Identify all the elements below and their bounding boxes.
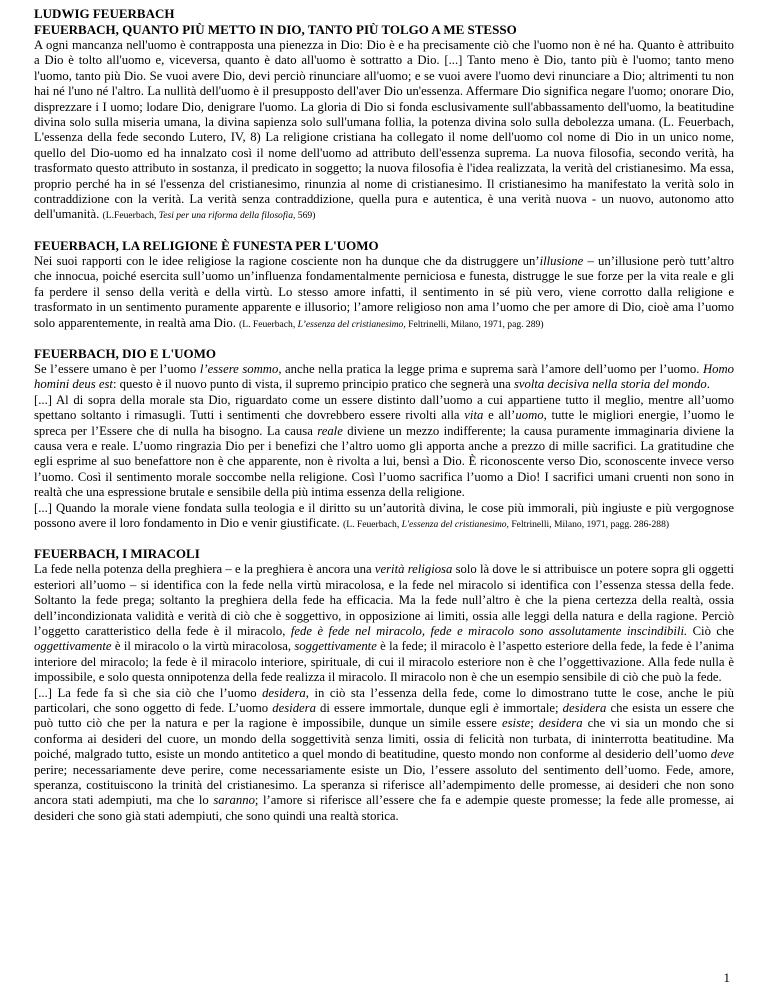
paragraph-text: , in ciò sta l’essenza della fede, come lo dimostrano tutte le cose, anche le più particolari, che sono oggetto di fede. L’uomo xyxy=(34,685,734,716)
paragraph-text: [...] Quando la morale viene fondata sulla teologia e il diritto su un’autorità divina, le cose più immorali, più ingiuste e più vergognose possono avere il loro fondamento in Dio e venir giustificate. xyxy=(34,500,734,530)
italic-text: deve xyxy=(710,747,734,762)
italic-text: svolta decisiva nella storia del mondo xyxy=(513,377,707,392)
paragraph-text: è la fede; il miracolo è l’aspetto esteriore della fede, la fede è l’anima interiore del miracolo; la fede è il miracolo interiore, spirituale, di cui il miracolo esteriore non è che l’oggettivazione. Alla fede nulla è impossibile, e solo questa onnipotenza della fede realizza il miracolo. Il miracolo non è che un esempio sensibile di ciò che può la fede. xyxy=(34,639,735,685)
citation xyxy=(103,210,316,221)
italic-text: l’essere sommo xyxy=(199,361,279,376)
paragraph-text: Nei suoi rapporti con le idee religiose la ragione cosciente non ha dunque che da distruggere un’ xyxy=(34,253,540,268)
section-title: FEUERBACH, I MIRACOLI xyxy=(34,546,200,562)
citation-title: Tesi per una riforma della filosofia xyxy=(158,210,293,222)
sections-container xyxy=(34,22,734,824)
italic-text: soggettivamente xyxy=(294,639,377,654)
section xyxy=(34,22,734,224)
body-paragraph xyxy=(34,501,734,533)
citation-title: L'essenza del cristianesimo xyxy=(401,518,507,530)
italic-text: saranno xyxy=(213,793,255,808)
paragraph-text: è il miracolo o la virtù miracolosa, xyxy=(111,639,295,654)
paragraph-text: diviene un mezzo indifferente; la causa puramente immaginaria diviene la causa vera e reale. L’uomo ringrazia Dio per i benefizi che l’altro uomo gli apporta anche a prezzo di mille sacrifici. La gratitudine che egli esprime al suo benefattore non è che apparente, non è rivolta a lui, bensì a Dio. È riconoscente verso Dio, sconoscente invece verso l’uomo. Così il sentimento morale soccombe nella religione. Così l’uomo sacrifica l’uomo a Dio! I sacrifici umani cruenti non sono in realtà che una espressione brutale e sensibile della più intima essenza della religione. xyxy=(34,423,734,500)
citation-reference: , 569) xyxy=(293,210,316,222)
italic-text: vita xyxy=(464,408,484,423)
paragraph-text: che esista un essere che può tutto ciò che per la natura e per la ragione è impossibile, dunque un simile essere xyxy=(34,701,734,731)
italic-text: oggettivamente xyxy=(34,639,112,654)
paragraph-text: Ciò che xyxy=(687,624,734,638)
citation-title: L’essenza del cristianesimo xyxy=(297,318,404,330)
italic-text: reale xyxy=(317,423,343,438)
paragraph-text: . xyxy=(706,377,710,392)
italic-text: illusione xyxy=(539,253,584,268)
italic-text: desidera xyxy=(562,701,607,716)
paragraph-text: Se l’essere umano è per l’uomo xyxy=(34,361,200,376)
section-title: FEUERBACH, QUANTO PIÙ METTO IN DIO, TANTO PIÙ TOLGO A ME STESSO xyxy=(34,22,517,37)
citation-reference: , Feltrinelli, Milano, 1971, pag. 289) xyxy=(403,318,544,330)
citation-reference: , Feltrinelli, Milano, 1971, pagg. 286-288) xyxy=(506,518,670,530)
paragraph-text: [...] La fede fa sì che sia ciò che l’uomo xyxy=(34,685,263,700)
citation xyxy=(343,519,669,530)
italic-text: è xyxy=(493,701,499,716)
citation-author: (L. Feuerbach, xyxy=(343,518,402,530)
body-paragraph xyxy=(34,362,734,393)
italic-text: uomo xyxy=(515,408,544,423)
italic-text: Homo homini deus est xyxy=(34,361,734,392)
body-paragraph xyxy=(34,393,734,501)
citation-author: (L.Feuerbach, xyxy=(102,210,159,222)
paragraph-text: , tutte le migliori energie, l’uomo le spreca per l’Essere che di nulla ha bisogno. La causa xyxy=(34,408,734,438)
italic-text: esiste xyxy=(501,716,531,731)
section-title: FEUERBACH, DIO E L'UOMO xyxy=(34,345,217,361)
italic-text: verità religiosa xyxy=(374,562,453,577)
citation xyxy=(239,319,543,330)
paragraph-text: perire; necessariamente deve perire, come necessariamente esiste un Dio, l’essere assoluto del sentimento dell’uomo. Fede, amore, speranza, costituiscono la trinità del cristianesimo. La speranza si riferisce all’adempimento delle promesse, ai desideri che non sono ancora stati adempiuti, ma che lo xyxy=(34,762,734,808)
body-paragraph xyxy=(34,686,734,825)
section xyxy=(34,546,734,824)
body-paragraph xyxy=(34,254,734,332)
paragraph-text: di essere immortale, dunque egli xyxy=(315,701,494,716)
section xyxy=(34,346,734,532)
section xyxy=(34,238,734,332)
page-number: 1 xyxy=(723,970,730,985)
paragraph-text: A ogni mancanza nell'uomo è contrapposta una pienezza in Dio: Dio è e ha precisamente ciò che l'uomo non è né ha. Quanto è attribuito a Dio è tolto all'uomo e, viceversa, quanto è dato all'uomo è sottratto a Dio. [...] Tanto meno è Dio, tanto più è l'uomo; tanto meno l'uomo, tanto più Dio. Se vuoi avere Dio, devi perciò rinunciare all'uomo; e se vuoi avere l'uomo devi rinunciare a Dio; altrimenti tu non hai né l'uno né l'altro. La nullità dell'uomo è il presupposto dell'aver Dio un'essenza. Affermare Dio significa negare l'uomo; onorare Dio, disprezzare i I uomo; lodare Dio, denigrare l'uomo. La gloria di Dio si fonda esclusivamente sull'abbassamento dell'uomo, la beatitudine divina solo sulla miseria umana, la divina sapienza solo sull'umana follia, la potenza divina solo sulla debolezza umana. (L. Feuerbach, L'essenza della fede secondo Lutero, IV, 8) La religione cristiana ha collegato il nome dell'uomo col nome di Dio in un unico nome, quello del Dio-uomo ed ha innalzato così il nome dell'uomo ad attributo dell'essenza suprema. La nuova filosofia, secondo verità, ha trasformato questo attributo in sostanza, il predicato in soggetto; la nuova filosofia è l'idea realizzata, la verità del cristianesimo. Ma essa, proprio perché ha in sé l'essenza del cristianesimo, rinunzia al nome di cristianesimo. Il cristianesimo ha manifestato la verità solo in contraddizione con la verità. La verità senza contraddizione, quella pura e autentica, è una verità nuova - un nuovo, autonomo atto dell'umanità. xyxy=(34,38,734,222)
paragraph-text: – un’illusione però tutt’altro che innocua, poiché esercita sull’uomo un’influenza fondamentalmente perniciosa e funesta, distrugge le sue forze per la vita reale e gli fa perdere il senso della verità e della virtù. Lo stesso amore infatti, il sentimento in sé più vero, viene corrotto dalla religione e trasformato in un sentimento puramente apparente e illusorio; l’amore religioso non ama l’uomo che per amore di Dio, cioè ama l’uomo solo apparentemente, in realtà ama Dio. xyxy=(34,253,734,330)
italic-text: fede è fede nel miracolo, fede e miracolo sono assolutamente inscindibili. xyxy=(290,624,688,638)
italic-text: desidera xyxy=(262,685,306,700)
paragraph-text: : questo è il nuovo punto di vista, il supremo principio pratico che segnerà una xyxy=(112,377,514,392)
paragraph-text: e all’ xyxy=(483,408,516,423)
paragraph-text: [...] Al di sopra della morale sta Dio, riguardato come un essere distinto dall’uomo a cui appartiene tutto il meglio, mentre all’uomo spettano soltanto i rimasugli. Tutti i sentimenti che dovrebbero essere rivolti alla xyxy=(34,392,734,423)
citation-author: (L. Feuerbach, xyxy=(239,318,298,330)
paragraph-text: , anche nella pratica la legge prima e suprema sarà l’amore dell’uomo per l’uomo. xyxy=(278,361,703,376)
paragraph-text: La fede nella potenza della preghiera – e la preghiera è ancora una xyxy=(34,562,375,577)
paragraph-text: immortale; xyxy=(498,701,563,716)
body-paragraph xyxy=(34,562,734,685)
paragraph-text: ; xyxy=(530,716,539,731)
paragraph-text: ; l’amore si riferisce all’essere che fa e adempie queste promesse; la fede alle promesse, ai desideri che sono già stati adempiuti, che sono quindi una realtà storica. xyxy=(34,793,734,823)
italic-text: desidera xyxy=(272,701,316,716)
section-title: FEUERBACH, LA RELIGIONE È FUNESTA PER L'UOMO xyxy=(34,237,379,253)
paragraph-text: solo là dove le si attribuisce un potere sopra gli oggetti esteriori all’uomo – si identifica con la fede nella virtù miracolosa, e la fede nel miracolo si identifica con l’essenza stessa della fede. Soltanto la fede prega; soltanto la preghiera della fede ha efficacia. Ma la fede null’altro è che la piena certezza della realtà, ossia dell’incondizionata validità e verità di ciò che è soggettivo, in opposizione ai limiti, ossia alle leggi della natura e della ragione. Perciò l’oggetto caratteristico della fede è il miracolo, xyxy=(34,562,734,638)
paragraph-text: che vi sia un mondo che si conforma ai desideri del cuore, un mondo della soggettività senza limiti, ossia di felicità non turbata, di ininterrotta beatitudine. Ma poiché, malgrado tutto, esiste un mondo antitetico a quel mondo di beatitudine, questo mondo non conforme al desiderio dell’uomo xyxy=(34,716,734,762)
author-heading: LUDWIG FEUERBACH xyxy=(34,6,175,21)
body-paragraph xyxy=(34,38,734,224)
italic-text: desidera xyxy=(538,716,583,731)
